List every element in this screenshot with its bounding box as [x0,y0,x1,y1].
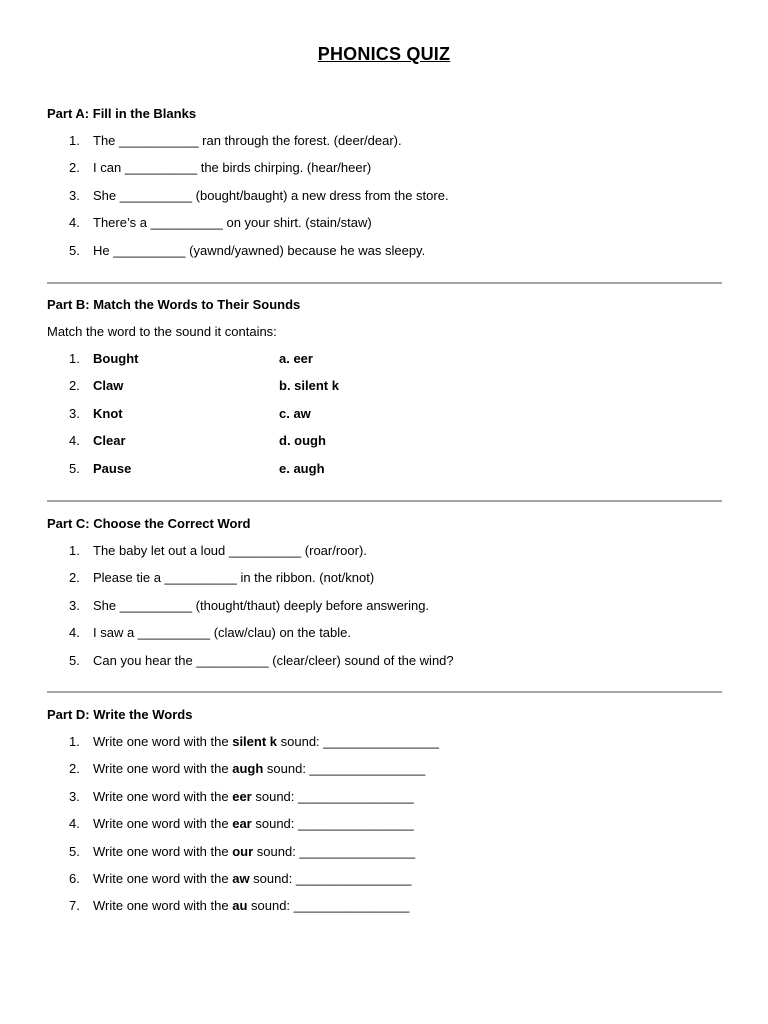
item-text [93,732,439,752]
list-item [47,431,727,458]
list-item [47,759,727,786]
part-b-instruction: Match the word to the sound it contains: [47,324,277,339]
item-suffix: sound: ________________ [277,734,439,749]
list-item [47,376,727,403]
part-d-list [47,732,727,924]
item-suffix: sound: ________________ [263,761,426,777]
item-number: 7. [69,898,80,914]
item-prefix: Write one word with the [93,870,233,886]
list-item [47,732,727,759]
item-prefix: Write one word with the [93,898,233,914]
item-text: I saw a __________ (claw/clau) on the table. [93,625,352,641]
item-number: 2. [69,160,80,176]
item-text [93,896,409,916]
list-item [47,459,727,486]
item-suffix: sound: ________________ [249,870,412,886]
part-c-list [47,541,727,678]
item-suffix: sound: ________________ [251,816,414,832]
item-number: 1. [69,351,80,366]
item-suffix: sound: ________________ [247,898,410,914]
item-number: 3. [69,597,80,613]
part-a-list [47,131,727,268]
item-suffix: sound: ________________ [253,843,416,859]
item-text: The baby let out a loud __________ (roar/roor). [93,543,367,558]
part-c-section [47,514,727,678]
section-divider [47,500,722,502]
section-divider [47,691,722,693]
match-word: Pause [93,460,132,476]
match-word: Claw [93,378,124,394]
list-item [47,404,727,431]
list-item [47,651,727,678]
item-number: 5. [69,652,80,668]
item-number: 5. [69,843,80,859]
list-item [47,787,727,814]
item-number: 6. [69,870,80,886]
item-text: She __________ (thought/thaut) deeply before answering. [93,597,430,613]
list-item [47,541,727,568]
match-word: Bought [93,351,139,366]
item-text [93,869,412,889]
item-number: 3. [69,187,80,203]
match-sound: e. augh [279,460,325,476]
item-text [93,759,425,779]
part-a-section [47,104,727,268]
list-item [47,186,727,213]
item-number: 1. [69,133,80,148]
item-prefix: Write one word with the [93,816,233,832]
list-item [47,814,727,841]
item-text: Please tie a __________ in the ribbon. (not/knot) [93,570,375,586]
match-sound: b. silent k [279,378,339,394]
list-item [47,596,727,623]
item-text [93,842,415,862]
list-item [47,623,727,650]
item-number: 2. [69,378,80,394]
section-divider [47,282,722,284]
item-number: 4. [69,816,80,832]
match-sound: a. eer [279,351,313,366]
match-sound: d. ough [279,433,326,449]
item-number: 1. [69,734,80,749]
item-number: 1. [69,543,80,558]
part-b-heading: Part B: Match the Words to Their Sounds [47,297,301,312]
part-d-heading: Part D: Write the Words [47,707,193,722]
item-sound: augh [232,761,264,777]
part-c-heading: Part C: Choose the Correct Word [47,516,251,531]
list-item [47,869,727,896]
item-text: The ___________ ran through the forest. (deer/dear). [93,133,402,148]
item-text: He __________ (yawnd/yawned) because he was sleepy. [93,242,426,258]
list-item [47,241,727,268]
item-prefix: Write one word with the [93,788,233,804]
item-prefix: Write one word with the [93,734,233,749]
item-number: 5. [69,460,80,476]
page-title: PHONICS QUIZ [317,44,451,64]
match-word: Knot [93,405,123,421]
item-number: 4. [69,215,80,231]
item-sound: au [232,898,248,914]
item-text: She __________ (bought/baught) a new dress from the store. [93,187,449,203]
item-number: 3. [69,405,80,421]
item-sound: ear [232,816,252,832]
item-number: 5. [69,242,80,258]
item-text: There’s a __________ on your shirt. (stain/staw) [93,215,372,231]
list-item [47,896,727,923]
item-text [93,787,414,807]
item-number: 2. [69,570,80,586]
item-suffix: sound: ________________ [251,788,414,804]
part-b-list [47,349,727,486]
item-sound: our [232,843,254,859]
match-word: Clear [93,433,126,449]
part-d-section [47,705,727,924]
list-item [47,568,727,595]
item-prefix: Write one word with the [93,843,233,859]
item-number: 3. [69,788,80,804]
item-text: Can you hear the __________ (clear/cleer) sound of the wind? [93,652,454,668]
list-item [47,842,727,869]
list-item [47,158,727,185]
item-sound: aw [232,870,250,886]
item-number: 2. [69,761,80,777]
item-number: 4. [69,433,80,449]
list-item [47,131,727,158]
item-text: I can __________ the birds chirping. (hear/heer) [93,160,372,176]
part-a-heading: Part A: Fill in the Blanks [47,106,197,121]
item-text [93,814,414,834]
item-number: 4. [69,625,80,641]
item-sound: eer [232,788,252,804]
item-prefix: Write one word with the [93,761,233,777]
match-sound: c. aw [279,405,311,421]
list-item [47,213,727,240]
item-sound: silent k [232,734,278,749]
list-item [47,349,727,376]
part-b-section [47,295,727,486]
